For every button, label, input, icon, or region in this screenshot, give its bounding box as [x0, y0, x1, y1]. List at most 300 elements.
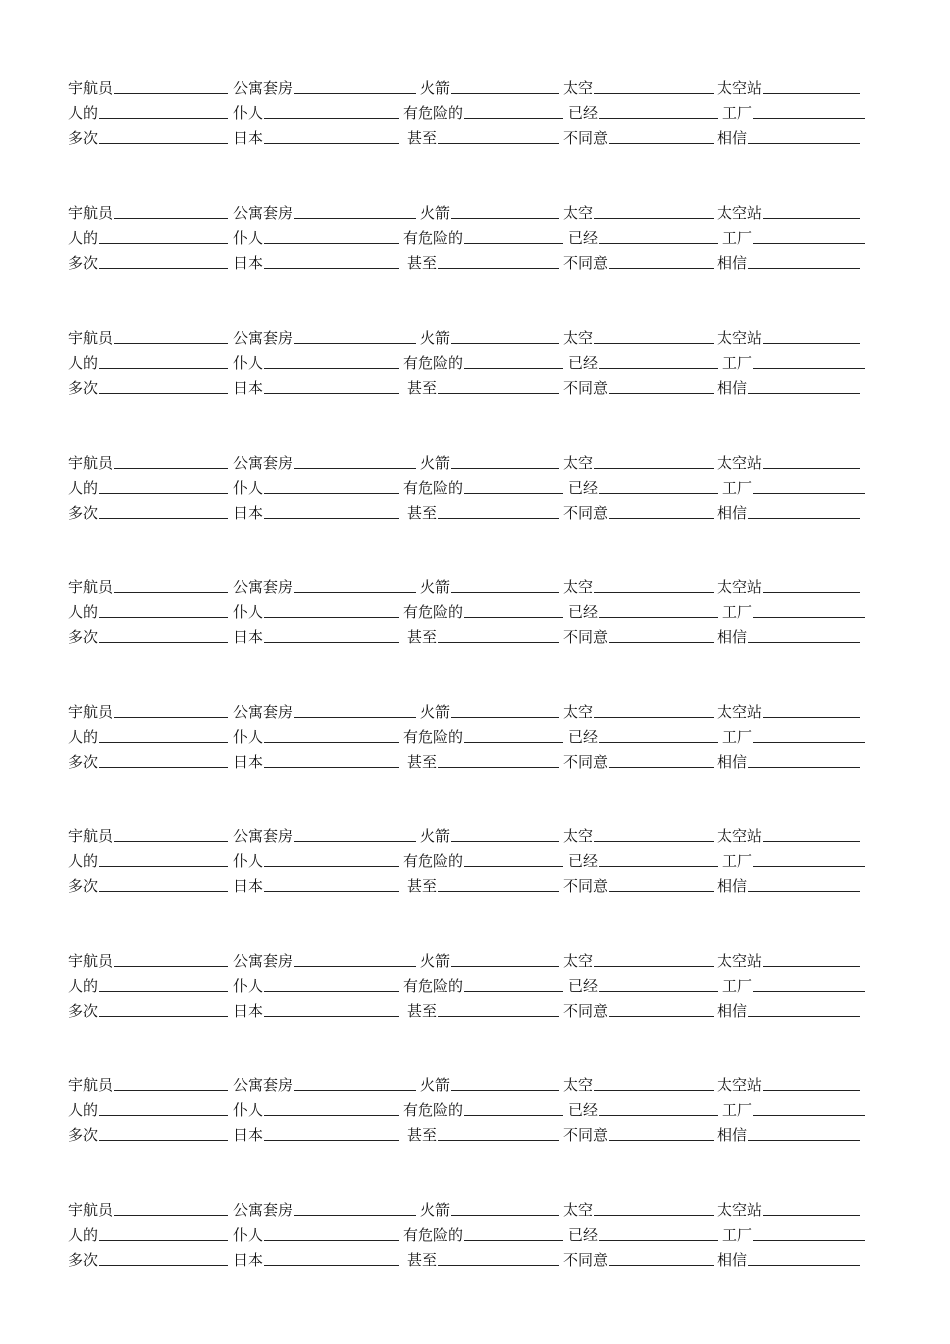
answer-blank-line[interactable] [451, 841, 559, 842]
answer-blank-line[interactable] [438, 518, 559, 519]
word-entry [233, 871, 399, 895]
word-label: 已经 [568, 603, 599, 621]
answer-blank-line[interactable] [753, 742, 865, 743]
word-label: 工厂 [722, 479, 753, 497]
word-entry [403, 98, 563, 122]
answer-blank-line[interactable] [99, 118, 228, 119]
answer-blank-line[interactable] [748, 518, 860, 519]
answer-blank-line[interactable] [264, 243, 399, 244]
answer-blank-line[interactable] [451, 468, 559, 469]
word-label: 工厂 [722, 728, 753, 746]
answer-blank-line[interactable] [264, 617, 399, 618]
word-entry [563, 1070, 714, 1094]
answer-blank-line[interactable] [609, 1265, 714, 1266]
word-entry [407, 747, 559, 771]
word-entry [233, 448, 416, 472]
answer-blank-line[interactable] [599, 243, 718, 244]
answer-blank-line[interactable] [594, 468, 714, 469]
word-entry [233, 123, 399, 147]
answer-blank-line[interactable] [264, 891, 399, 892]
answer-blank-line[interactable] [264, 866, 399, 867]
word-label: 工厂 [722, 104, 753, 122]
word-label: 不同意 [563, 1251, 609, 1269]
answer-blank-line[interactable] [114, 592, 228, 593]
answer-blank-line[interactable] [753, 617, 865, 618]
answer-blank-line[interactable] [599, 368, 718, 369]
word-label: 仆人 [233, 354, 264, 372]
word-label: 公寓套房 [233, 204, 294, 222]
answer-blank-line[interactable] [748, 268, 860, 269]
word-entry [403, 473, 563, 497]
answer-blank-line[interactable] [464, 493, 563, 494]
word-entry [717, 747, 860, 771]
answer-blank-line[interactable] [264, 742, 399, 743]
answer-blank-line[interactable] [594, 841, 714, 842]
answer-blank-line[interactable] [609, 1016, 714, 1017]
word-entry [68, 871, 228, 895]
word-block [0, 1195, 950, 1270]
word-entry [233, 622, 399, 646]
answer-blank-line[interactable] [464, 1240, 563, 1241]
word-label: 人的 [68, 728, 99, 746]
word-label: 有危险的 [403, 728, 464, 746]
answer-blank-line[interactable] [464, 617, 563, 618]
word-entry [563, 1195, 714, 1219]
word-row [0, 697, 950, 722]
word-block [0, 323, 950, 398]
answer-blank-line[interactable] [464, 742, 563, 743]
answer-blank-line[interactable] [114, 717, 228, 718]
answer-blank-line[interactable] [294, 717, 416, 718]
answer-blank-line[interactable] [451, 218, 559, 219]
word-label: 日本 [233, 1126, 264, 1144]
word-entry [420, 1195, 559, 1219]
word-label: 已经 [568, 229, 599, 247]
answer-blank-line[interactable] [748, 767, 860, 768]
answer-blank-line[interactable] [264, 767, 399, 768]
answer-blank-line[interactable] [294, 468, 416, 469]
answer-blank-line[interactable] [99, 243, 228, 244]
answer-blank-line[interactable] [748, 1140, 860, 1141]
answer-blank-line[interactable] [99, 393, 228, 394]
word-entry [568, 971, 718, 995]
answer-blank-line[interactable] [464, 368, 563, 369]
word-label: 工厂 [722, 354, 753, 372]
answer-blank-line[interactable] [264, 1016, 399, 1017]
word-entry [407, 123, 559, 147]
word-label: 不同意 [563, 1002, 609, 1020]
word-label: 仆人 [233, 1101, 264, 1119]
word-row [0, 846, 950, 871]
word-entry [68, 1245, 228, 1269]
word-label: 有危险的 [403, 479, 464, 497]
answer-blank-line[interactable] [599, 118, 718, 119]
word-entry [68, 971, 228, 995]
word-entry [403, 846, 563, 870]
answer-blank-line[interactable] [264, 493, 399, 494]
answer-blank-line[interactable] [609, 891, 714, 892]
word-entry [407, 996, 559, 1020]
answer-blank-line[interactable] [438, 642, 559, 643]
word-entry [563, 323, 714, 347]
word-entry [420, 1070, 559, 1094]
word-label: 火箭 [420, 703, 451, 721]
answer-blank-line[interactable] [748, 642, 860, 643]
word-entry [68, 747, 228, 771]
word-block [0, 73, 950, 148]
answer-blank-line[interactable] [264, 1140, 399, 1141]
answer-blank-line[interactable] [438, 1265, 559, 1266]
answer-blank-line[interactable] [594, 592, 714, 593]
word-label: 日本 [233, 504, 264, 522]
word-entry [717, 323, 860, 347]
answer-blank-line[interactable] [438, 268, 559, 269]
answer-blank-line[interactable] [763, 592, 860, 593]
word-entry [68, 1195, 228, 1219]
answer-blank-line[interactable] [99, 143, 228, 144]
word-entry [568, 722, 718, 746]
answer-blank-line[interactable] [294, 966, 416, 967]
answer-blank-line[interactable] [599, 493, 718, 494]
answer-blank-line[interactable] [264, 393, 399, 394]
word-label: 不同意 [563, 504, 609, 522]
word-entry [717, 946, 860, 970]
answer-blank-line[interactable] [264, 991, 399, 992]
word-label: 宇航员 [68, 1076, 114, 1094]
word-entry [233, 846, 399, 870]
answer-blank-line[interactable] [264, 518, 399, 519]
word-label: 相信 [717, 628, 748, 646]
word-label: 工厂 [722, 852, 753, 870]
answer-blank-line[interactable] [294, 1090, 416, 1091]
answer-blank-line[interactable] [264, 268, 399, 269]
word-label: 已经 [568, 977, 599, 995]
word-entry [407, 373, 559, 397]
answer-blank-line[interactable] [264, 118, 399, 119]
answer-blank-line[interactable] [763, 93, 860, 94]
answer-blank-line[interactable] [464, 1115, 563, 1116]
answer-blank-line[interactable] [264, 143, 399, 144]
answer-blank-line[interactable] [609, 767, 714, 768]
word-label: 有危险的 [403, 354, 464, 372]
word-label: 相信 [717, 379, 748, 397]
answer-blank-line[interactable] [451, 93, 559, 94]
answer-blank-line[interactable] [264, 1240, 399, 1241]
word-label: 太空 [563, 1076, 594, 1094]
word-row [0, 572, 950, 597]
answer-blank-line[interactable] [264, 1265, 399, 1266]
word-entry [68, 597, 228, 621]
word-entry [233, 473, 399, 497]
answer-blank-line[interactable] [464, 991, 563, 992]
word-row [0, 1245, 950, 1270]
answer-blank-line[interactable] [99, 1016, 228, 1017]
answer-blank-line[interactable] [99, 1240, 228, 1241]
answer-blank-line[interactable] [594, 93, 714, 94]
word-label: 日本 [233, 877, 264, 895]
answer-blank-line[interactable] [599, 617, 718, 618]
answer-blank-line[interactable] [594, 218, 714, 219]
word-entry [722, 223, 865, 247]
answer-blank-line[interactable] [438, 1140, 559, 1141]
word-entry [717, 448, 860, 472]
word-label: 相信 [717, 504, 748, 522]
answer-blank-line[interactable] [438, 393, 559, 394]
answer-blank-line[interactable] [99, 493, 228, 494]
word-entry [420, 946, 559, 970]
word-entry [722, 722, 865, 746]
answer-blank-line[interactable] [99, 617, 228, 618]
answer-blank-line[interactable] [609, 143, 714, 144]
answer-blank-line[interactable] [609, 1140, 714, 1141]
answer-blank-line[interactable] [99, 268, 228, 269]
answer-blank-line[interactable] [451, 966, 559, 967]
answer-blank-line[interactable] [438, 767, 559, 768]
answer-blank-line[interactable] [594, 966, 714, 967]
word-entry [68, 821, 228, 845]
word-entry [407, 622, 559, 646]
answer-blank-line[interactable] [294, 343, 416, 344]
answer-blank-line[interactable] [609, 268, 714, 269]
word-label: 甚至 [407, 254, 438, 272]
answer-blank-line[interactable] [599, 1240, 718, 1241]
word-label: 太空 [563, 1201, 594, 1219]
answer-blank-line[interactable] [294, 1215, 416, 1216]
answer-blank-line[interactable] [599, 991, 718, 992]
answer-blank-line[interactable] [753, 118, 865, 119]
answer-blank-line[interactable] [114, 218, 228, 219]
word-entry [233, 747, 399, 771]
answer-blank-line[interactable] [763, 218, 860, 219]
word-label: 宇航员 [68, 703, 114, 721]
word-entry [563, 821, 714, 845]
answer-blank-line[interactable] [594, 717, 714, 718]
answer-blank-line[interactable] [464, 866, 563, 867]
answer-blank-line[interactable] [753, 1115, 865, 1116]
word-entry [563, 747, 714, 771]
word-entry [68, 248, 228, 272]
answer-blank-line[interactable] [294, 218, 416, 219]
word-row [0, 73, 950, 98]
answer-blank-line[interactable] [264, 642, 399, 643]
word-entry [68, 846, 228, 870]
answer-blank-line[interactable] [594, 1215, 714, 1216]
word-entry [563, 996, 714, 1020]
answer-blank-line[interactable] [451, 1215, 559, 1216]
word-label: 太空 [563, 204, 594, 222]
word-entry [407, 248, 559, 272]
answer-blank-line[interactable] [753, 991, 865, 992]
answer-blank-line[interactable] [594, 1090, 714, 1091]
answer-blank-line[interactable] [753, 1240, 865, 1241]
word-label: 工厂 [722, 1101, 753, 1119]
answer-blank-line[interactable] [748, 1265, 860, 1266]
answer-blank-line[interactable] [451, 343, 559, 344]
answer-blank-line[interactable] [99, 991, 228, 992]
word-entry [233, 98, 399, 122]
answer-blank-line[interactable] [99, 1265, 228, 1266]
word-entry [403, 348, 563, 372]
answer-blank-line[interactable] [264, 368, 399, 369]
word-label: 日本 [233, 753, 264, 771]
word-label: 宇航员 [68, 79, 114, 97]
answer-blank-line[interactable] [763, 343, 860, 344]
word-entry [568, 1095, 718, 1119]
answer-blank-line[interactable] [599, 866, 718, 867]
word-label: 人的 [68, 479, 99, 497]
answer-blank-line[interactable] [748, 143, 860, 144]
word-entry [233, 1120, 399, 1144]
answer-blank-line[interactable] [763, 1215, 860, 1216]
word-block [0, 572, 950, 647]
word-label: 多次 [68, 379, 99, 397]
word-label: 公寓套房 [233, 1076, 294, 1094]
answer-blank-line[interactable] [294, 93, 416, 94]
word-entry [68, 73, 228, 97]
word-label: 日本 [233, 379, 264, 397]
answer-blank-line[interactable] [451, 1090, 559, 1091]
word-entry [233, 323, 416, 347]
answer-blank-line[interactable] [99, 1140, 228, 1141]
answer-blank-line[interactable] [451, 592, 559, 593]
word-entry [403, 597, 563, 621]
answer-blank-line[interactable] [114, 1090, 228, 1091]
word-row [0, 98, 950, 123]
word-entry [563, 1120, 714, 1144]
answer-blank-line[interactable] [753, 368, 865, 369]
word-entry [403, 971, 563, 995]
answer-blank-line[interactable] [99, 742, 228, 743]
answer-blank-line[interactable] [99, 866, 228, 867]
word-label: 太空 [563, 454, 594, 472]
answer-blank-line[interactable] [114, 966, 228, 967]
answer-blank-line[interactable] [99, 767, 228, 768]
answer-blank-line[interactable] [763, 1090, 860, 1091]
word-entry [233, 1220, 399, 1244]
word-label: 甚至 [407, 1251, 438, 1269]
answer-blank-line[interactable] [763, 717, 860, 718]
word-label: 不同意 [563, 628, 609, 646]
word-entry [233, 248, 399, 272]
answer-blank-line[interactable] [99, 642, 228, 643]
word-label: 已经 [568, 728, 599, 746]
answer-blank-line[interactable] [753, 866, 865, 867]
answer-blank-line[interactable] [264, 1115, 399, 1116]
word-label: 工厂 [722, 229, 753, 247]
word-label: 人的 [68, 229, 99, 247]
answer-blank-line[interactable] [748, 891, 860, 892]
word-entry [717, 373, 860, 397]
word-label: 不同意 [563, 379, 609, 397]
answer-blank-line[interactable] [114, 841, 228, 842]
word-row [0, 123, 950, 148]
word-entry [717, 572, 860, 596]
word-entry [563, 73, 714, 97]
answer-blank-line[interactable] [609, 393, 714, 394]
answer-blank-line[interactable] [114, 1215, 228, 1216]
word-label: 仆人 [233, 852, 264, 870]
word-entry [233, 1245, 399, 1269]
answer-blank-line[interactable] [599, 742, 718, 743]
word-entry [233, 1195, 416, 1219]
word-label: 火箭 [420, 329, 451, 347]
word-entry [563, 448, 714, 472]
word-label: 太空站 [717, 204, 763, 222]
word-entry [68, 1095, 228, 1119]
word-entry [568, 1220, 718, 1244]
answer-blank-line[interactable] [114, 343, 228, 344]
word-label: 甚至 [407, 504, 438, 522]
word-entry [68, 473, 228, 497]
answer-blank-line[interactable] [594, 343, 714, 344]
answer-blank-line[interactable] [753, 493, 865, 494]
word-entry [722, 348, 865, 372]
answer-blank-line[interactable] [114, 93, 228, 94]
answer-blank-line[interactable] [609, 518, 714, 519]
word-label: 不同意 [563, 877, 609, 895]
word-label: 相信 [717, 877, 748, 895]
answer-blank-line[interactable] [114, 468, 228, 469]
word-entry [233, 223, 399, 247]
answer-blank-line[interactable] [99, 368, 228, 369]
word-entry [420, 448, 559, 472]
answer-blank-line[interactable] [763, 468, 860, 469]
answer-blank-line[interactable] [599, 1115, 718, 1116]
answer-blank-line[interactable] [294, 592, 416, 593]
answer-blank-line[interactable] [438, 891, 559, 892]
answer-blank-line[interactable] [294, 841, 416, 842]
answer-blank-line[interactable] [763, 966, 860, 967]
answer-blank-line[interactable] [748, 393, 860, 394]
answer-blank-line[interactable] [748, 1016, 860, 1017]
word-label: 多次 [68, 877, 99, 895]
word-label: 宇航员 [68, 329, 114, 347]
word-entry [68, 323, 228, 347]
word-block [0, 198, 950, 273]
word-label: 人的 [68, 1101, 99, 1119]
word-entry [722, 971, 865, 995]
word-entry [722, 1220, 865, 1244]
word-label: 已经 [568, 852, 599, 870]
answer-blank-line[interactable] [464, 118, 563, 119]
word-entry [563, 946, 714, 970]
word-entry [420, 323, 559, 347]
word-label: 多次 [68, 753, 99, 771]
answer-blank-line[interactable] [438, 1016, 559, 1017]
word-entry [233, 996, 399, 1020]
word-block [0, 821, 950, 896]
word-label: 多次 [68, 129, 99, 147]
answer-blank-line[interactable] [99, 1115, 228, 1116]
word-entry [407, 871, 559, 895]
word-entry [568, 597, 718, 621]
answer-blank-line[interactable] [451, 717, 559, 718]
word-entry [563, 373, 714, 397]
answer-blank-line[interactable] [753, 243, 865, 244]
answer-blank-line[interactable] [99, 518, 228, 519]
word-entry [233, 1095, 399, 1119]
answer-blank-line[interactable] [464, 243, 563, 244]
word-label: 公寓套房 [233, 79, 294, 97]
word-entry [563, 697, 714, 721]
answer-blank-line[interactable] [438, 143, 559, 144]
word-label: 太空 [563, 79, 594, 97]
word-label: 太空站 [717, 1076, 763, 1094]
answer-blank-line[interactable] [609, 642, 714, 643]
answer-blank-line[interactable] [99, 891, 228, 892]
word-label: 人的 [68, 977, 99, 995]
answer-blank-line[interactable] [763, 841, 860, 842]
